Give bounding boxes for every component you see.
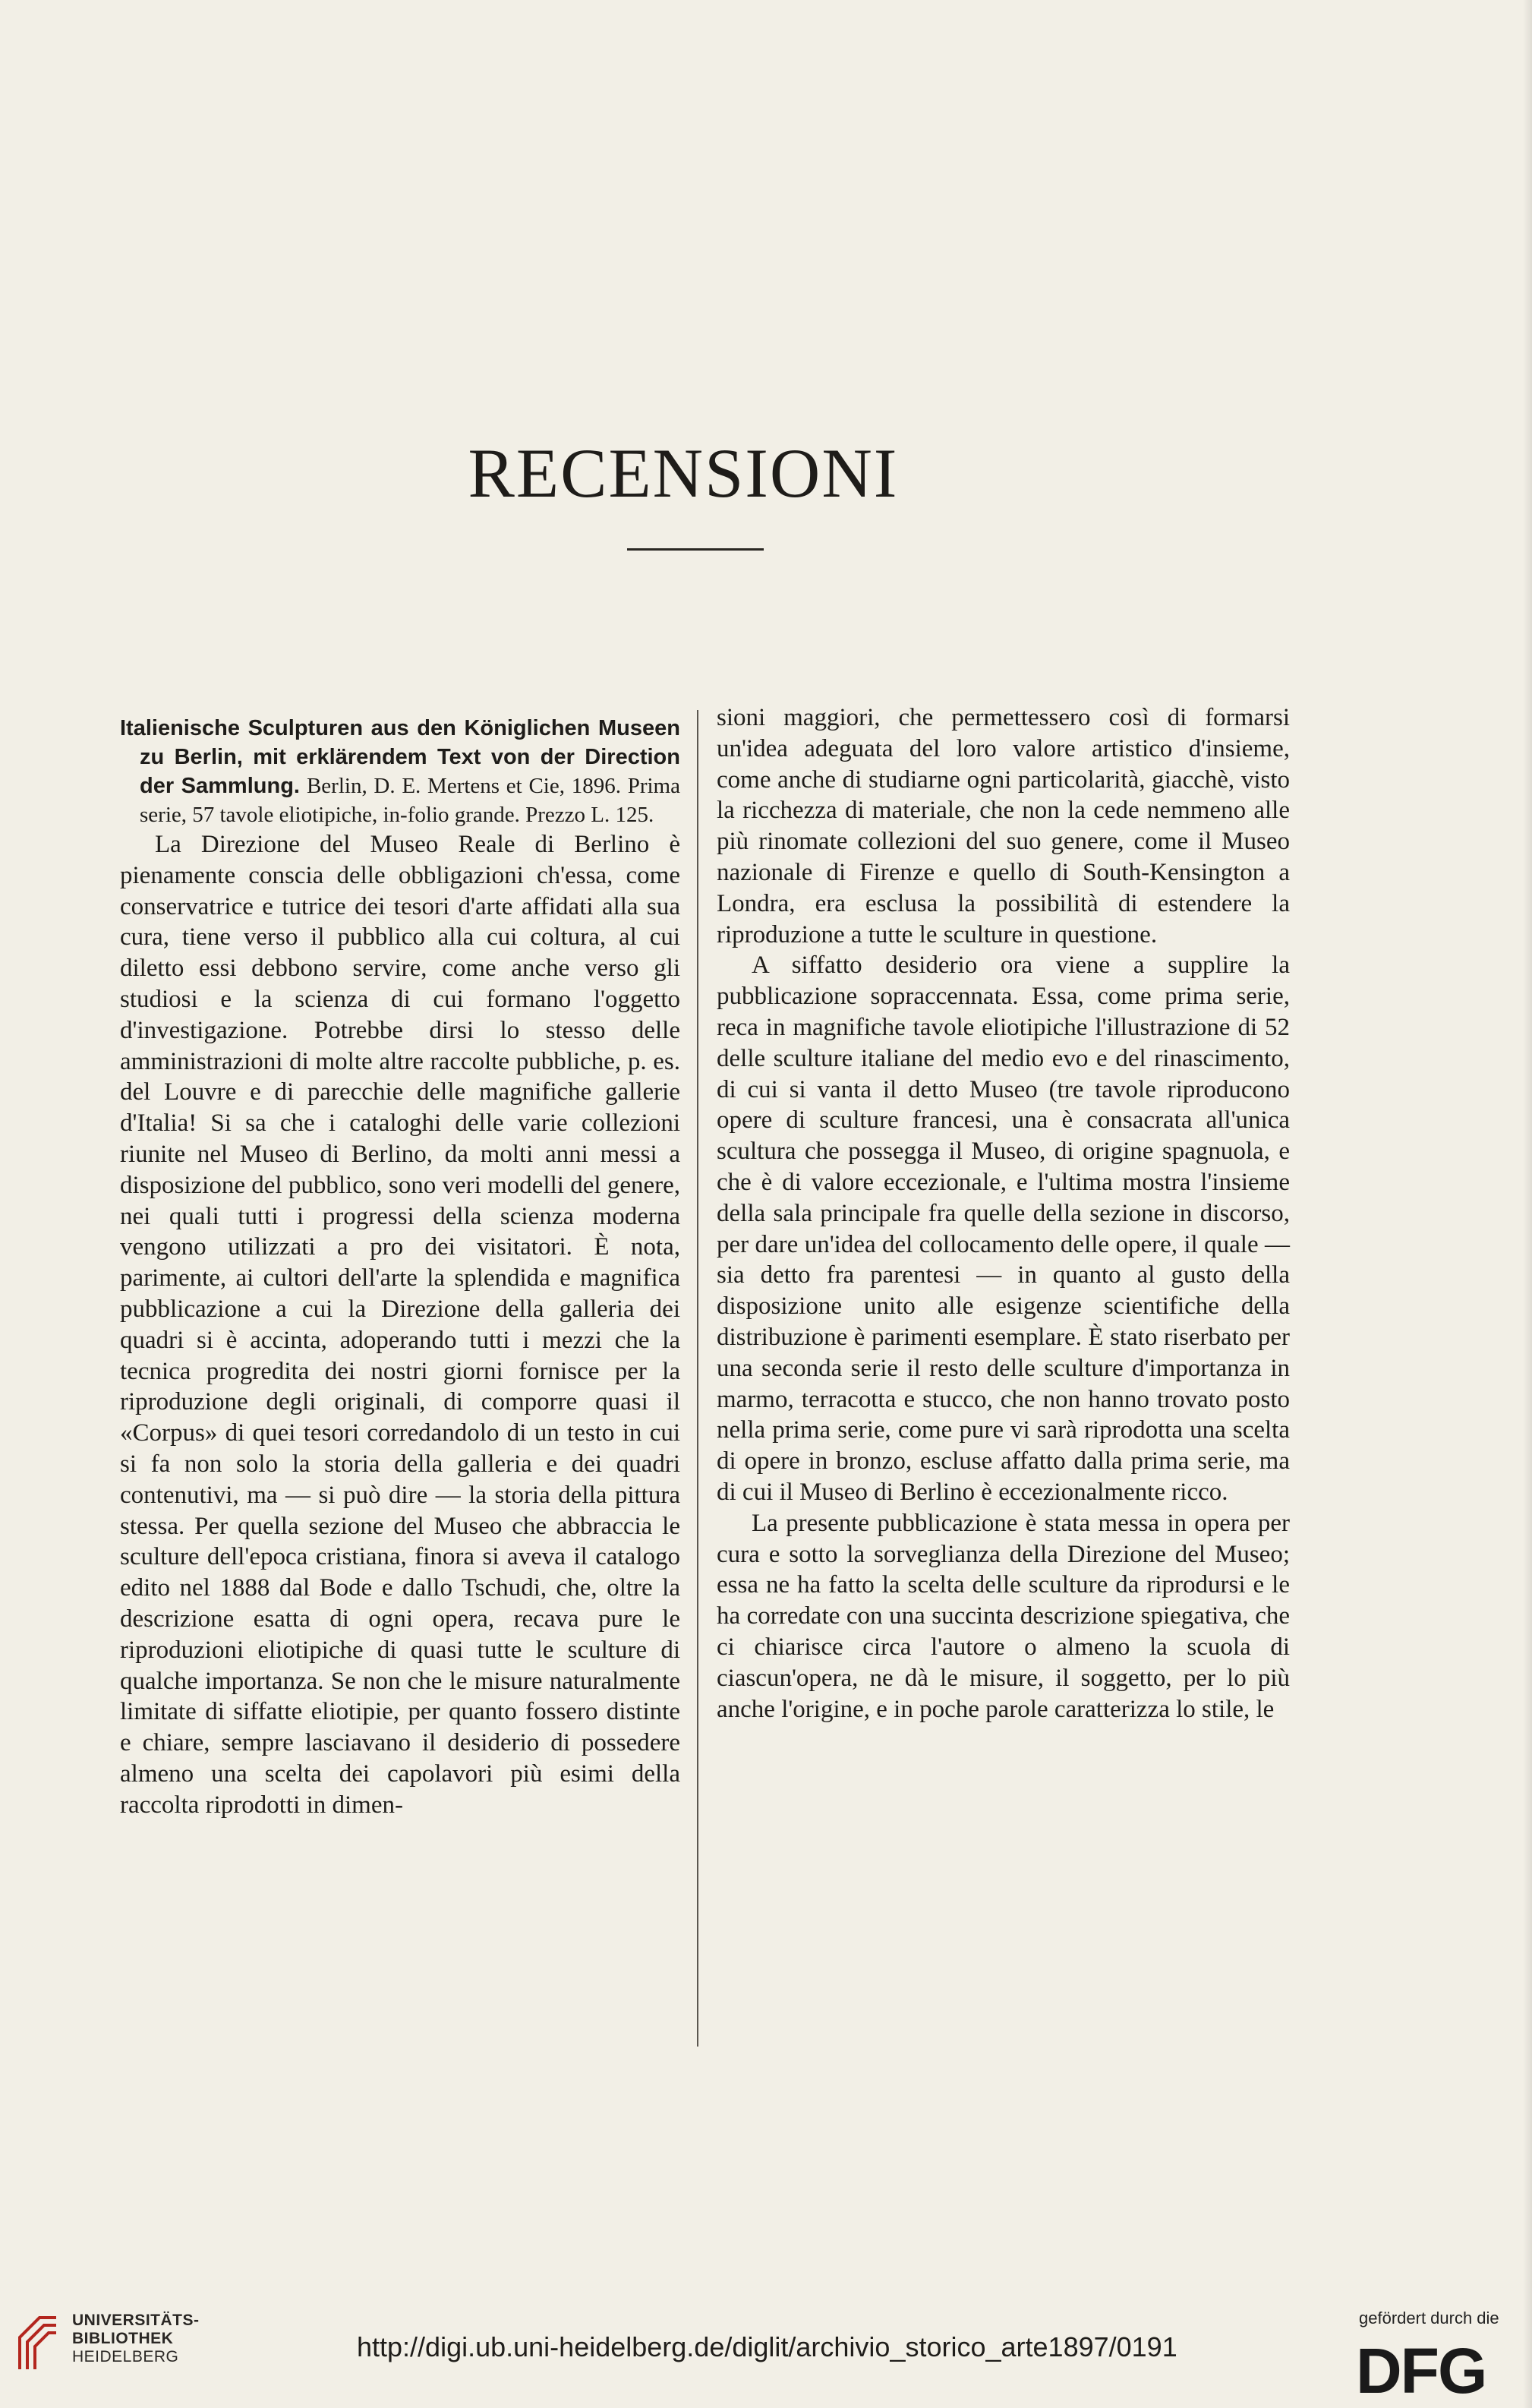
page-heading: RECENSIONI <box>468 434 899 512</box>
library-name-line-2: BIBLIOTHEK <box>72 2330 174 2347</box>
right-column-paragraph-2: A siffatto desiderio ora viene a supplire la pubblicazione sopraccennata. Essa, come prima serie, reca in magnifiche tavole eliotipiche l'illustrazione di 52 delle sculture italiane del medio evo e del rinascimento, di cui si vanta il detto Museo (tre tavole riproducono opere di sculture francesi, una è consacrata all'unica scultura che possegga il Museo, di origine spagnuola, e che è di valore eccezionale, e l'ultima mostra l'insieme della sala principale fra quelle della sezione in discorso, per dare un'idea del collocamento delle opere, il quale — sia detto fra parentesi — in quanto al gusto della disposizione unito alle esigenze scientifiche della distribuzione è parimenti esemplare. È stato riserbato per una seconda serie il resto delle sculture d'importanza in marmo, terracotta e stucco, che non hanno trovato posto nella prima serie, come pure vi sarà riprodotta una scelta di opere in bronzo, escluse affatto dalla prima serie, ma di cui il Museo di Berlino è eccezionalmente ricco. <box>717 952 1290 1506</box>
funded-by-label: gefördert durch die <box>1359 2309 1499 2328</box>
dfg-logo: DFG <box>1356 2335 1486 2406</box>
library-name-line-3: HEIDELBERG <box>72 2348 179 2365</box>
source-url-link[interactable]: http://digi.ub.uni-heidelberg.de/diglit/archivio_storico_arte1897/0191 <box>357 2331 1177 2362</box>
left-column-paragraph: La Direzione del Museo Reale di Berlino è pienamente conscia delle obbligazioni ch'essa, come conservatrice e tutrice dei tesori d'arte affidati alla sua cura, tiene verso il pubblico alla cui coltura, al cui diletto essi debbono servire, come anche verso gli studiosi e la scienza di cui formano l'oggetto d'investigazione. Potrebbe dirsi lo stesso delle amministrazioni di molte altre raccolte pubbliche, p. es. del Louvre e di parecchie delle magnifiche gallerie d'Italia! Si sa che i cataloghi delle varie collezioni riunite nel Museo di Berlino, da molti anni messi a disposizione del pubblico, sono veri modelli del genere, nei quali tutti i progressi della scienza moderna vengono utilizzati a pro dei visitatori. È nota, parimente, ai cultori dell'arte la splendida e magnifica pubblicazione a cui la Direzione della galleria dei quadri si è accinta, adoperando tutti i mezzi che la tecnica progredita dei nostri giorni fornisce per la riproduzione degli originali, di comporre quasi il «Corpus» di quei tesori corredandolo di un testo in cui si fa non solo la storia della galleria e dei quadri contenutivi, ma — si può dire — la storia della pittura stessa. Per quella sezione del Museo che abbraccia le sculture dell'epoca cristiana, finora si aveva il catalogo edito nel 1888 dal Bode e dallo Tschudi, che, oltre la descrizione esatta di ogni opera, recava pure le riproduzioni eliotipiche di quasi tutte le sculture di qualche importanza. Se non che le misure naturalmente limitate di siffatte eliotipie, per quanto fossero distinte e chiare, sempre lasciavano il desiderio di possedere almeno una scelta dei capolavori più esimi della raccolta riprodotti in dimen- <box>120 831 680 1819</box>
heading-rule <box>627 548 764 551</box>
column-separator <box>697 710 698 2047</box>
right-column <box>717 702 1290 1725</box>
library-name-line-1: UNIVERSITÄTS- <box>72 2312 200 2329</box>
right-column-paragraph-3: La presente pubblicazione è stata messa in opera per cura e sotto la sorveglianza della Direzione del Museo; essa ne ha fatto la scelta delle sculture da riprodursi e le ha corredate con una succinta descrizione spiegativa, che ci chiarisce circa l'autore o almeno la scuola di ciascun'opera, ne dà le misure, il soggetto, per lo più anche l'origine, e in poche parole caratterizza lo stile, le <box>717 1509 1290 1723</box>
review-entry-title: Italienische Sculpturen aus den Königlichen Museen zu Berlin, mit erklärendem Text von der Direction der Sammlung. <box>120 716 680 798</box>
review-entry-header <box>120 714 680 829</box>
left-column <box>120 714 680 1821</box>
page-edge-shadow <box>1523 0 1532 2408</box>
library-name <box>72 2312 200 2366</box>
library-logo-icon <box>17 2307 59 2372</box>
right-column-continuation: sioni maggiori, che permettessero così di formarsi un'idea adeguata del loro valore artistico d'insieme, come anche di studiarne ogni particolarità, giacchè, visto la ricchezza di materiale, che non la cede nemmeno alle più rinomate collezioni del suo genere, come il Museo nazionale di Firenze e quello di South-Kensington a Londra, era esclusa la possibilità di estendere la riproduzione a tutte le sculture in questione. <box>717 704 1290 948</box>
review-entry-bibliography: Berlin, D. E. Mertens et Cie, 1896. Prima serie, 57 tavole eliotipiche, in-folio grande. Prezzo L. 125. <box>140 774 680 827</box>
digitization-footer <box>0 2286 1532 2408</box>
